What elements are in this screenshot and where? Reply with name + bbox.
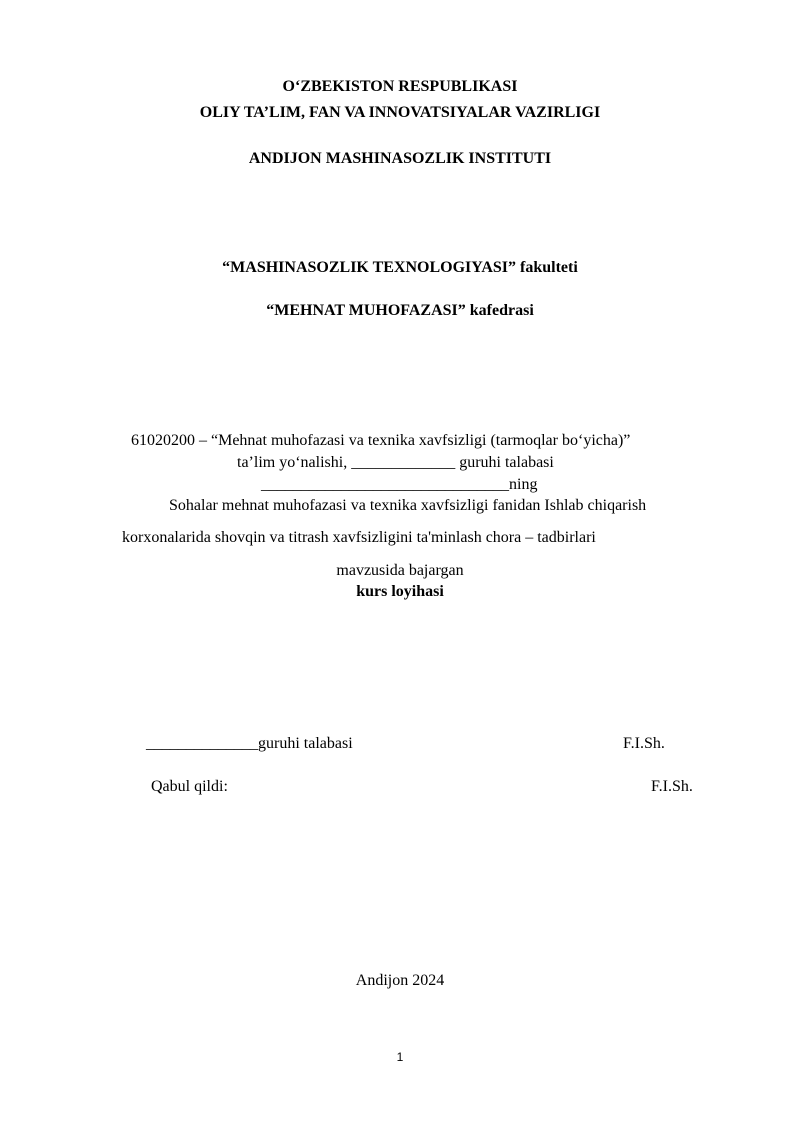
student-signature-name: F.I.Sh. (623, 735, 665, 752)
ministry-title: OLIY TA’LIM, FAN VA INNOVATSIYALAR VAZIRLIGI (199, 104, 601, 121)
faculty-name: “MASHINASOZLIK TEXNOLOGIYASI” fakulteti (222, 259, 578, 276)
student-name-line: _______________________________ning (261, 476, 538, 493)
specialty-line: 61020200 – “Mehnat muhofazasi va texnika xavfsizligi (tarmoqlar bo‘yicha)” (131, 432, 631, 449)
accepted-by-label: Qabul qildi: (151, 778, 228, 795)
department-name: “MEHNAT MUHOFAZASI” kafedrasi (266, 302, 534, 319)
topic-line-3: mavzusida bajargan (336, 562, 464, 579)
institute-title: ANDIJON MASHINASOZLIK INSTITUTI (248, 150, 552, 167)
student-signature-label: ______________guruhi talabasi (146, 735, 353, 752)
topic-line-2: korxonalarida shovqin va titrash xavfsizligini ta'minlash chora – tadbirlari (122, 529, 596, 546)
page-number: 1 (396, 1050, 404, 1064)
direction-line: ta’lim yo‘nalishi, _____________ guruhi talabasi (237, 454, 554, 471)
country-title: O‘ZBEKISTON RESPUBLIKASI (282, 78, 518, 95)
work-type: kurs loyihasi (356, 583, 444, 600)
topic-line-1: Sohalar mehnat muhofazasi va texnika xavfsizligi fanidan Ishlab chiqarish (169, 497, 647, 514)
accepted-by-name: F.I.Sh. (651, 778, 693, 795)
place-year: Andijon 2024 (355, 972, 445, 989)
